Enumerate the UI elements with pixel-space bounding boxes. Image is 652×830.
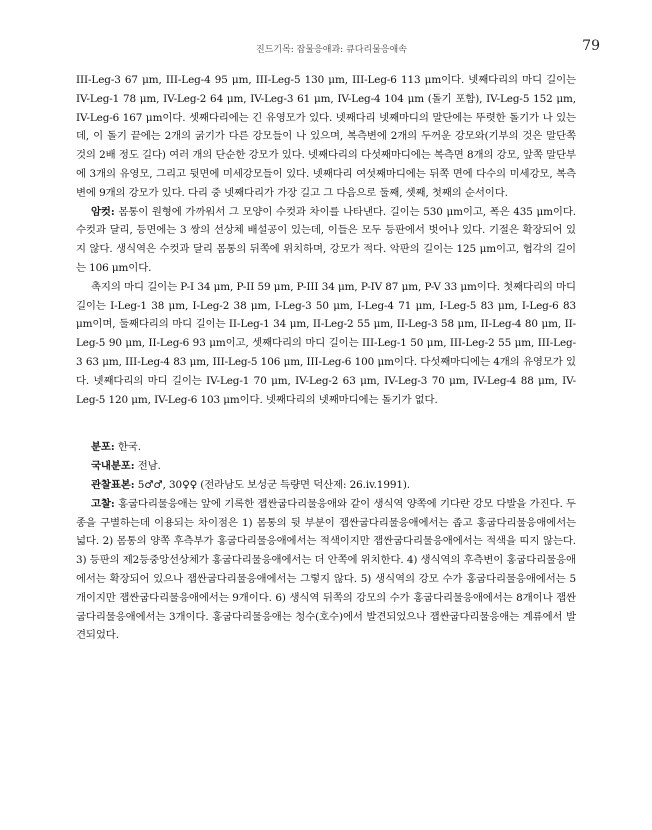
distribution-label: 분포: — [91, 441, 115, 454]
remarks-text: 홍굽다리물응애는 앞에 기록한 잽싼굽다리물응애와 같이 생식역 양쪽에 기다란 강모 다발을 가진다. 두 종을 구별하는데 이용되는 차이점은 1) 몸통의 뒷 부분이 잽싼굽다리물응애에서는 좁고 홍굽다리물응애에서는 넓다. 2) 몸통의 양쪽 후측부가 홍굽다리물응애에서는 적색이지만 잽싼굽다리물응애에서는 적색을 띠지 않는다. 3) 등판의 제2등중앙선상체가 홍굽다리물응애에서는 더 안쪽에 위치한다. 4) 생식역의 후측변이 홍굽다리물응애에서는 확장되어 있으나 잽싼굽다리물응애에서는 그렇지 않다. 5) 생식역의 강모 수가 홍굽다리물응애에서는 5개이지만 잽싼굽다리물응애에서는 9개이다. 6) 생식역 뒤쪽의 강모의 수가 홍굽다리물응애에서는 8개이나 잽싼굽다리물응애에서는 3개이다. 홍굽다리물응애는 청수(호수)에서 발견되었으나 잽싼굽다리물응애는 계류에서 발견되었다. — [76, 497, 576, 642]
korea-distribution-text: 전남. — [137, 460, 161, 473]
material-label: 관찰표본: — [91, 478, 135, 491]
korea-distribution-label: 국내분포: — [91, 460, 135, 473]
remarks — [76, 495, 576, 645]
paragraph-female-legs: 촉지의 마디 길이는 P-I 34 μm, P-II 59 μm, P-III 34 μm, P-IV 87 μm, P-V 33 μm이다. 첫째다리의 마디 길이는 I-Leg-1 38 μm, I-Leg-2 38 μm, I-Leg-3 50 μm, I-Leg-4 71 μm, I-Leg-5 83 μm, I-Leg-6 83 μm이며, 둘째다리의 마디 길이는 II-Leg-1 34 μm, II-Leg-2 55 μm, II-Leg-3 58 μm, II-Leg-4 80 μm, II-Leg-5 90 μm, II-Leg-6 93 μm이고, 셋째다리의 마디 길이는 III-Leg-1 50 μm, III-Leg-2 55 μm, III-Leg-3 63 μm, III-Leg-4 83 μm, III-Leg-5 106 μm, III-Leg-6 100 μm이다. 다섯째마디에는 4개의 유영모가 있다. 넷째다리의 마디 길이는 IV-Leg-1 70 μm, IV-Leg-2 63 μm, IV-Leg-3 70 μm, IV-Leg-4 88 μm, IV-Leg-5 120 μm, IV-Leg-6 103 μm이다. 넷째다리의 넷째마디에는 돌기가 없다. — [76, 280, 576, 406]
material-examined — [76, 476, 576, 495]
paragraph-female — [76, 203, 576, 278]
distribution — [76, 438, 576, 457]
distribution-text: 한국. — [117, 441, 141, 454]
running-header: 진드기목: 잡물응애과: 큐다리물응애속 — [256, 45, 407, 55]
page-number: 79 — [582, 38, 600, 54]
body-text — [76, 71, 576, 645]
female-label: 암컷: — [91, 205, 115, 218]
female-description: 몸통이 원형에 가까워서 그 모양이 수컷과 차이를 나타낸다. 길이는 530 μm이고, 폭은 435 μm이다. 수컷과 달리, 등면에는 3 쌍의 선상체 배설공이 있는데, 이들은 모두 등판에서 벗어나 있다. 기절은 확장되어 있지 않다. 생식역은 수컷과 달리 몸통의 뒤쪽에 위치하며, 강모가 적다. 악판의 길이는 125 μm이고, 협각의 길이는 106 μm이다. — [76, 205, 576, 274]
remarks-label: 고찰: — [91, 497, 115, 510]
korea-distribution — [76, 457, 576, 476]
material-text: 5♂♂, 30♀♀ (전라남도 보성군 득량면 덕산제: 26.iv.1991). — [137, 478, 411, 491]
paragraph-male-legs: III-Leg-3 67 μm, III-Leg-4 95 μm, III-Leg-5 130 μm, III-Leg-6 113 μm이다. 넷째다리의 마디 길이는 IV-Leg-1 78 μm, IV-Leg-2 64 μm, IV-Leg-3 61 μm, IV-Leg-4 104 μm (돌기 포함), IV-Leg-5 152 μm, IV-Leg-6 167 μm이다. 셋째다리에는 긴 유영모가 있다. 넷째다리 넷째마디의 말단에는 뚜렷한 돌기가 나 있는데, 이 돌기 끝에는 2개의 굵기가 다른 강모들이 나 있으며, 복측변에 2개의 두꺼운 강모와(기부의 것은 말단쪽 것의 2배 정도 길다) 여러 개의 단순한 강모가 있다. 넷째다리의 다섯째마디에는 복측면 8개의 강모, 앞쪽 말단부에 3개의 유영모, 그리고 뒷면에 미세강모들이 있다. 넷째다리 여섯째마디에는 뒤쪽 면에 다수의 미세강모, 복측변에 9개의 강모가 있다. 다리 중 넷째다리가 가장 길고 그 다음으로 둘째, 셋째, 첫째의 순서이다. — [76, 74, 576, 199]
